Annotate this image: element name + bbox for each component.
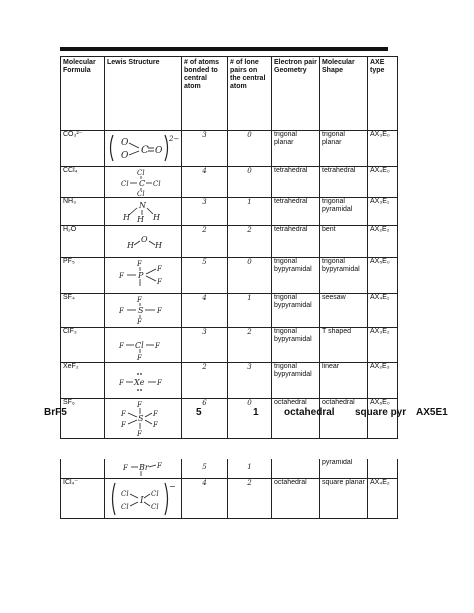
atoms-bonded-cell: 2 [182,226,228,258]
axe-type-cell: AX₄E₀ [368,167,398,198]
atoms-bonded-cell: 4 [182,167,228,198]
lewis-drawing [107,294,179,327]
molecular-shape-cell: trigonal pyramidal [320,198,368,226]
lone-pairs-cell: 0 [228,399,272,439]
atoms-bonded-cell: 5 [182,459,228,479]
formula-cell: PF₅ [61,258,105,294]
lewis-atom: F [137,318,142,326]
lewis-atom: Cl [121,180,129,188]
lewis-atom: Cl [121,490,129,498]
formula-cell: ClF₃ [61,328,105,363]
molecular-shape-cell: pyramidal [320,459,368,479]
axe-type-cell: AX₆E₀ [368,399,398,439]
header-shape: Molecular Shape [320,57,368,131]
formula-cell: ICl₄⁻ [61,479,105,519]
lewis-structure-cell [105,131,182,167]
lewis-drawing [107,459,179,478]
brf5-atoms: 5 [196,407,202,418]
table-row [61,328,398,363]
lewis-atom: H [155,241,162,250]
electron-geometry-cell: octahedral [272,479,320,519]
molecular-shape-cell: T shaped [320,328,368,363]
table-gap-row [61,439,398,459]
lewis-atom: F [157,461,162,470]
formula-cell: NH₃ [61,198,105,226]
lewis-atom: F [137,430,142,438]
atoms-bonded-cell: 3 [182,131,228,167]
lewis-atom: F [121,421,126,429]
lewis-drawing [107,198,179,225]
lewis-atom: F [155,342,160,350]
formula-cell: H₂O [61,226,105,258]
table-row [61,198,398,226]
lewis-atom: F [137,354,142,362]
lewis-structure-cell [105,328,182,363]
atoms-bonded-cell: 4 [182,479,228,519]
formula-cell: CCl₄ [61,167,105,198]
lewis-atom: F [157,307,162,315]
lone-pairs-cell: 2 [228,479,272,519]
axe-type-cell: AX₅E₀ [368,258,398,294]
axe-type-cell: AX₄E₁ [368,294,398,328]
lewis-structure-cell [105,459,182,479]
lewis-atom: Cl [137,190,145,197]
electron-geometry-cell: trigonal bypyramidal [272,294,320,328]
axe-type-cell: AX₂E₂ [368,226,398,258]
molecular-shape-cell: bent [320,226,368,258]
electron-geometry-cell: tetrahedral [272,167,320,198]
lewis-atom: Cl [121,503,129,511]
lewis-atom: H [137,215,144,224]
axe-type-cell: AX₃E₂ [368,328,398,363]
lewis-atom: F [137,296,142,304]
atoms-bonded-cell: 6 [182,399,228,439]
lewis-drawing [107,328,179,362]
electron-geometry-cell: trigonal bypyramidal [272,363,320,399]
lewis-atom: Cl [137,169,145,177]
header-row [61,57,398,131]
lewis-structure-cell [105,198,182,226]
molecular-shape-cell: trigonal bypyramidal [320,258,368,294]
table-row [61,363,398,399]
axe-type-cell: AX₃E₀ [368,131,398,167]
axe-type-cell: AX₃E₁ [368,198,398,226]
molecular-shape-cell: octahedral [320,399,368,439]
table-row [61,131,398,167]
lewis-structure-cell [105,363,182,399]
header-atoms: # of atoms bonded to central atom [182,57,228,131]
molecular-shape-cell: tetrahedral [320,167,368,198]
lone-pairs-cell: 3 [228,363,272,399]
lewis-structure-cell [105,258,182,294]
vsepr-table [60,56,398,519]
lewis-atom: F [153,421,158,429]
lone-pairs-cell: 0 [228,167,272,198]
lewis-atom: F [123,463,128,472]
lewis-atom: H [153,213,160,222]
lewis-atom: Cl [151,503,159,511]
lewis-atom: F [137,260,142,268]
lewis-atom: F [119,307,124,315]
atoms-bonded-cell: 3 [182,328,228,363]
lone-pairs-cell: 0 [228,131,272,167]
electron-geometry-cell: tetrahedral [272,198,320,226]
lewis-structure-cell [105,167,182,198]
lewis-center-atom: S [138,306,144,315]
lewis-center-atom: N [139,201,146,210]
lewis-atom: Cl [153,180,161,188]
header-lewis: Lewis Structure [105,57,182,131]
table-row [61,167,398,198]
lewis-structure-cell [105,294,182,328]
brf5-axe: AX5E1 [416,407,448,418]
formula-cell: CO₃²⁻ [61,131,105,167]
lewis-atom: Cl [151,490,159,498]
molecular-shape-cell: trigonal planar [320,131,368,167]
lewis-atom: F [157,379,162,387]
lewis-atom: O [121,151,129,161]
lewis-drawing [107,131,179,165]
lewis-atom: O [121,138,129,148]
lewis-atom: F [157,278,162,286]
lewis-atom: F [119,342,124,350]
axe-type-cell: AX₄E₂ [368,479,398,519]
formula-cell: SF₄ [61,294,105,328]
lewis-atom: F [157,265,162,273]
lewis-drawing [107,479,179,518]
electron-geometry-cell: trigonal planar [272,131,320,167]
molecular-shape-cell: square planar [320,479,368,519]
lewis-drawing [107,167,179,197]
lewis-atom: F [119,272,124,280]
table-row [61,226,398,258]
axe-type-cell: AX₂E₃ [368,363,398,399]
lewis-atom: H [123,213,130,222]
header-lone: # of lone pairs on the central atom [228,57,272,131]
lewis-atom: F [137,401,142,409]
lewis-atom: H [127,241,134,250]
atoms-bonded-cell: 5 [182,258,228,294]
lewis-drawing [107,258,179,293]
lone-pairs-cell: 1 [228,459,272,479]
lewis-center-atom: C [141,145,149,156]
lewis-center-atom: I [140,496,144,506]
table-row [61,479,398,519]
lewis-center-atom: P [138,271,144,280]
lewis-structure-cell [105,399,182,439]
lewis-atom: F [119,379,124,387]
brf5-shape: square pyr [355,407,407,418]
atoms-bonded-cell: 3 [182,198,228,226]
brf5-lone-pairs: 1 [253,407,259,418]
lewis-charge: 2− [169,135,179,143]
lewis-charge: − [169,482,176,491]
formula-cell: XeF₂ [61,363,105,399]
atoms-bonded-cell: 4 [182,294,228,328]
lewis-center-atom: Xe [134,378,145,387]
lewis-center-atom: S [138,414,144,423]
lewis-structure-cell [105,226,182,258]
header-formula: Molecular Formula [61,57,105,131]
lewis-center-atom: O [141,235,148,244]
header-axe: AXE type [368,57,398,131]
lone-pairs-cell: 1 [228,294,272,328]
lone-pairs-cell: 2 [228,226,272,258]
atoms-bonded-cell: 2 [182,363,228,399]
table-row [61,399,398,439]
lone-pairs-cell: 1 [228,198,272,226]
molecular-shape-cell: seesaw [320,294,368,328]
table-row [61,258,398,294]
table-row-partial [61,459,398,479]
lewis-center-atom: C [139,179,146,188]
electron-geometry-cell: tetrahedral [272,226,320,258]
electron-geometry-cell: octahedral [272,399,320,439]
lewis-structure-cell [105,479,182,519]
brf5-geometry: octahedral [284,407,335,418]
lone-pairs-cell: 2 [228,328,272,363]
lewis-drawing [107,226,179,257]
lewis-center-atom: Br [139,462,149,472]
molecular-shape-cell: linear [320,363,368,399]
formula-cell: SF₆ [61,399,105,439]
lewis-atom: F [153,410,158,418]
table-row [61,294,398,328]
lewis-drawing [107,399,179,438]
brf5-formula: BrF5 [44,407,67,418]
lone-pairs-cell: 0 [228,258,272,294]
lewis-atom: F [121,410,126,418]
top-rule [60,47,388,51]
lewis-atom: O [155,146,163,156]
header-geometry: Electron pair Geometry [272,57,320,131]
lewis-drawing [107,363,179,398]
electron-geometry-cell: trigonal bypyramidal [272,328,320,363]
lewis-center-atom: Cl [135,341,144,350]
electron-geometry-cell: trigonal bypyramidal [272,258,320,294]
